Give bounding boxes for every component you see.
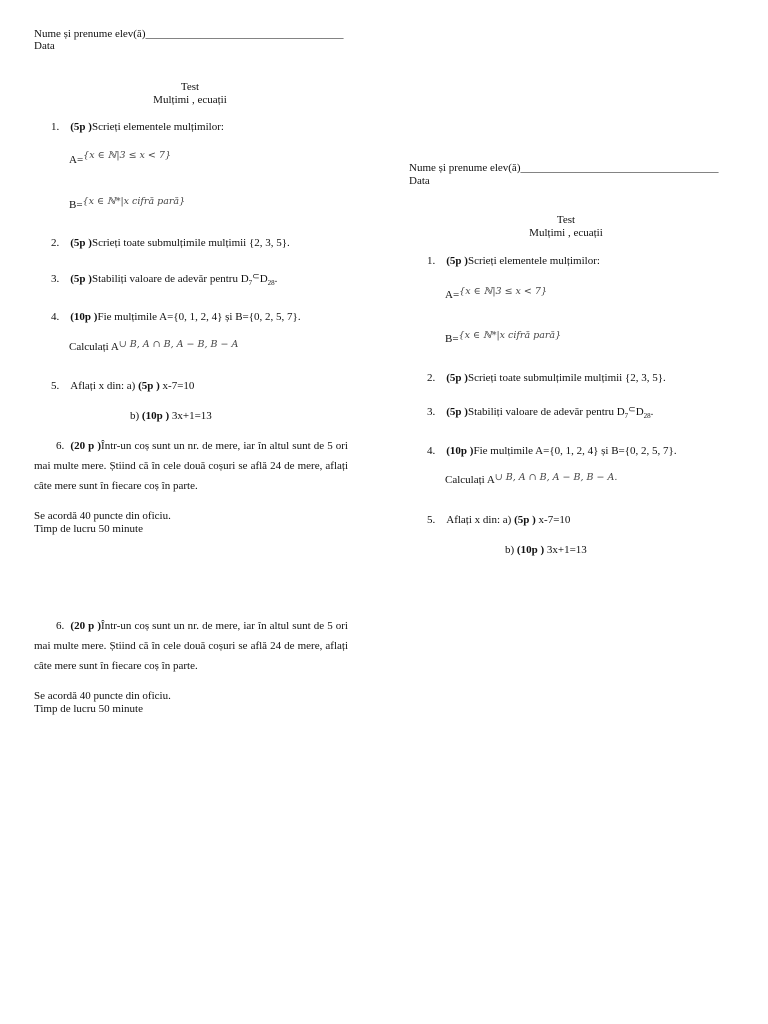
test-subtitle: Mulțimi , ecuații [153,94,227,106]
footer-points: Se acordă 40 puncte din oficiu. [34,510,171,522]
footer-time-duplicate: Timp de lucru 50 minute [34,703,143,715]
question-1-right: 1. (5p )Scrieți elementele mulțimilor: [427,255,600,267]
question-6: 6. (20 p )Într-un coș sunt un nr. de mere, iar în altul sunt de 5 ori mai multe mere. Știind că în cele două coșuri se află 24 de mere, aflați câte mere sunt în fiecare coș în parte. [34,440,348,492]
date-label: Data [34,40,55,52]
question-5a-right: 5. Aflați x din: a) (5p ) x-7=10 [427,514,571,526]
footer-time: Timp de lucru 50 minute [34,523,143,535]
question-1: 1. (5p )Scrieți elementele mulțimilor: [51,121,224,133]
question-4-calc: Calculați A∪ B, A ∩ B, A − B, B − A [69,339,239,353]
question-4: 4. (10p )Fie mulțimile A={0, 1, 2, 4} și B={0, 2, 5, 7}. [51,311,301,323]
question-3: 3. (5p )Stabiliți valoare de adevăr pentru $D_7^\subset D_{28}$. [51,271,278,288]
question-6-duplicate: 6. (20 p )Într-un coș sunt un nr. de mere, iar în altul sunt de 5 ori mai multe mere. Știind că în cele două coșuri se află 24 de mere, aflați câte mere sunt în fiecare coș în parte. [34,620,348,672]
name-field-label-right: Nume și prenume elev(ă)____________________________________ [409,162,719,174]
set-b-definition-right: B={x ∈ ℕ*|x cifră pară} [445,330,562,345]
question-2: 2. (5p )Scrieți toate submulțimile mulțimii {2, 3, 5}. [51,237,290,249]
set-a-definition-right: A={x ∈ ℕ|3 ≤ x < 7} [445,286,548,301]
question-5b: b) (10p ) 3x+1=13 [130,410,212,422]
question-4-right: 4. (10p )Fie mulțimile A={0, 1, 2, 4} și B={0, 2, 5, 7}. [427,445,677,457]
question-5b-right: b) (10p ) 3x+1=13 [505,544,587,556]
question-5a: 5. Aflați x din: a) (5p ) x-7=10 [51,380,195,392]
test-title: Test [180,81,200,93]
name-field-label: Nume și prenume elev(ă)____________________________________ [34,28,344,40]
date-label-right: Data [409,175,430,187]
footer-points-duplicate: Se acordă 40 puncte din oficiu. [34,690,171,702]
set-a-definition: A={x ∈ ℕ|3 ≤ x < 7} [69,150,172,166]
test-subtitle-right: Mulțimi , ecuații [529,227,603,239]
test-title-right: Test [556,214,576,226]
set-b-definition: B={x ∈ ℕ*|x cifră pară} [69,196,186,211]
question-3-right: 3. (5p )Stabiliți valoare de adevăr pentru $D_7^\subset D_{28}$. [427,404,654,421]
question-4-calc-right: Calculați A∪ B, A ∩ B, A − B, B − A. [445,472,618,486]
question-2-right: 2. (5p )Scrieți toate submulțimile mulțimii {2, 3, 5}. [427,372,666,384]
